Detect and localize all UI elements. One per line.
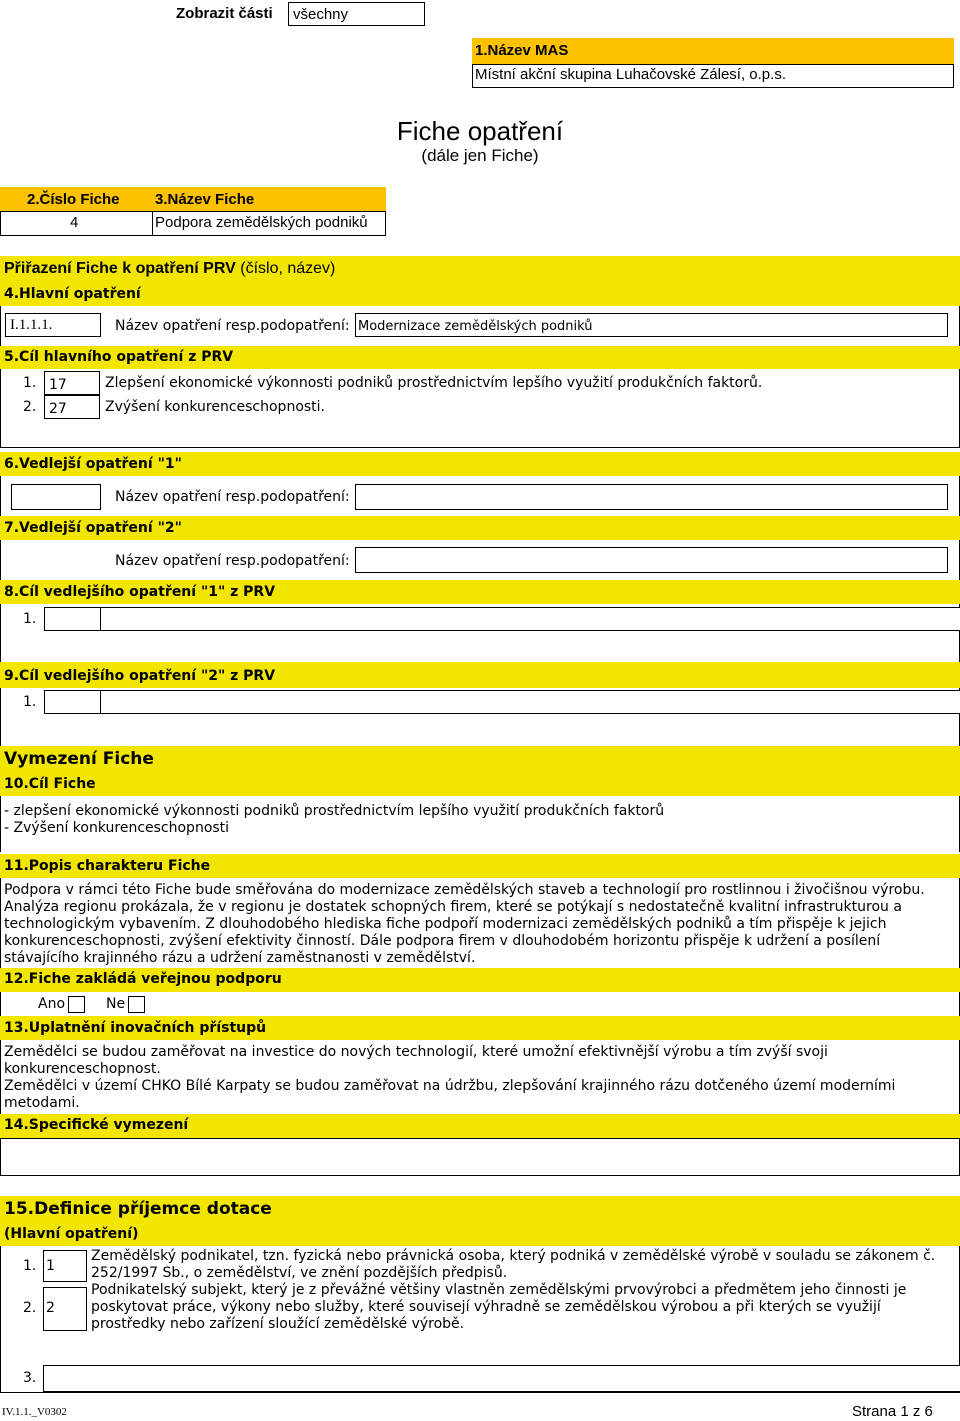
public-support-no-checkbox[interactable] bbox=[128, 996, 145, 1013]
main-measure-name: Modernizace zemědělských podniků bbox=[358, 319, 593, 334]
goal-main-idx-2: 2. bbox=[23, 399, 37, 415]
character-line: stávajícího krajinného rázu a udržení zaměstnanosti v zemědělství. bbox=[4, 950, 476, 966]
fiche-number: 4 bbox=[70, 214, 79, 231]
innovation-line: Zemědělci v území CHKO Bílé Karpaty se budou zaměřovat na údržbu, zlepšování krajinného rázu dotčeného území moderními bbox=[4, 1078, 896, 1094]
goal-main-heading: 5.Cíl hlavního opatření z PRV bbox=[4, 349, 234, 365]
goal-fiche-text bbox=[4, 803, 956, 837]
goal-side2-code-box[interactable] bbox=[44, 690, 101, 714]
side1-measure-label: Název opatření resp.podopatření: bbox=[115, 489, 350, 505]
goal-side1-text-box[interactable] bbox=[100, 607, 960, 631]
recipient-heading: 15.Definice příjemce dotace bbox=[4, 1199, 272, 1219]
fiche-name-label: 3.Název Fiche bbox=[155, 191, 255, 208]
goal-fiche-line: - Zvýšení konkurenceschopnosti bbox=[4, 820, 230, 836]
side1-name-box[interactable] bbox=[355, 484, 948, 510]
goal-main-text-2: Zvýšení konkurenceschopnosti. bbox=[105, 399, 326, 415]
recipient-idx-3: 3. bbox=[23, 1370, 37, 1386]
page-subtitle: (dále jen Fiche) bbox=[421, 146, 539, 165]
innovation-line: konkurenceschopnost. bbox=[4, 1061, 161, 1077]
recipient-code-2: 2 bbox=[46, 1300, 55, 1316]
recipient-line: poskytovat práce, výkony nebo služby, které souvisejí výhradně se zemědělskou výrobou a při kterých se využijí bbox=[91, 1299, 881, 1315]
recipient-line: 252/1997 Sb., o zemědělství, ve znění pozdějších předpisů. bbox=[91, 1265, 508, 1281]
recipient-code-1: 1 bbox=[46, 1258, 55, 1274]
public-support-no-label: Ne bbox=[106, 996, 126, 1012]
mas-heading: 1.Název MAS bbox=[475, 42, 569, 59]
main-measure-name-label: Název opatření resp.podopatření: bbox=[115, 318, 350, 334]
recipient-text-1 bbox=[91, 1248, 956, 1282]
recipient-line: Zemědělský podnikatel, tzn. fyzická nebo právnická osoba, který podniká v zemědělské výrobě v souladu se zákonem č. bbox=[91, 1248, 936, 1264]
main-measure-band bbox=[0, 282, 960, 306]
character-text bbox=[4, 882, 956, 967]
side1-code-box[interactable] bbox=[11, 484, 101, 510]
main-measure-label: 4.Hlavní opatření bbox=[4, 286, 141, 302]
side2-heading: 7.Vedlejší opatření "2" bbox=[4, 520, 182, 536]
specific-heading: 14.Specifické vymezení bbox=[4, 1117, 189, 1133]
specific-text-box[interactable] bbox=[0, 1138, 960, 1176]
prv-heading bbox=[4, 260, 335, 278]
recipient-idx-1: 1. bbox=[23, 1258, 37, 1274]
character-line: Podpora v rámci této Fiche bude směřována do modernizace zemědělských staveb a technologií pro rostlinnou i živočišnou výrobu. bbox=[4, 882, 925, 898]
innovation-line: metodami. bbox=[4, 1095, 80, 1111]
goal-side2-idx: 1. bbox=[23, 694, 37, 710]
prv-heading-bold: Přiřazení Fiche k opatření PRV bbox=[4, 260, 236, 277]
character-line: konkurenceschopnosti, zvýšení efektivity činností. Dále podpora firem v dlouhodobém horizontu přispěje k udržení a posílení bbox=[4, 933, 881, 949]
character-heading: 11.Popis charakteru Fiche bbox=[4, 858, 211, 874]
public-support-yes-checkbox[interactable] bbox=[68, 996, 85, 1013]
goal-main-code-1: 17 bbox=[49, 377, 67, 393]
goal-fiche-heading: 10.Cíl Fiche bbox=[4, 776, 96, 792]
recipient-sub-band bbox=[0, 1223, 960, 1246]
side2-measure-label: Název opatření resp.podopatření: bbox=[115, 553, 350, 569]
character-line: Analýza regionu prokázala, že v regionu je dostatek schopných firem, které se potýkají s nedostatečně kvalitní infrastrukturou a bbox=[4, 899, 902, 915]
filter-label: Zobrazit části bbox=[176, 5, 273, 22]
goal-side1-heading: 8.Cíl vedlejšího opatření "1" z PRV bbox=[4, 584, 276, 600]
recipient-text-box-3[interactable] bbox=[43, 1365, 960, 1392]
footer-code: IV.1.1._V0302 bbox=[2, 1406, 67, 1418]
innovation-heading: 13.Uplatnění inovačních přístupů bbox=[4, 1020, 267, 1036]
goal-side2-heading: 9.Cíl vedlejšího opatření "2" z PRV bbox=[4, 668, 276, 684]
fiche-name: Podpora zemědělských podniků bbox=[155, 214, 368, 231]
goal-fiche-band bbox=[0, 773, 960, 796]
innovation-text bbox=[4, 1044, 956, 1112]
public-support-yes-label: Ano bbox=[38, 996, 66, 1012]
prv-heading-normal: (číslo, název) bbox=[240, 260, 336, 277]
goal-side1-code-box[interactable] bbox=[44, 607, 101, 631]
recipient-line: Podnikatelský subjekt, který je z převážné většiny vlastněn zemědělskými prvovýrobci a předmětem jeho činnosti je bbox=[91, 1282, 907, 1298]
innovation-line: Zemědělci se budou zaměřovat na investice do nových technologií, které umožní efektivnější výrobu a tím zvýší svoji bbox=[4, 1044, 828, 1060]
goal-main-idx-1: 1. bbox=[23, 375, 37, 391]
recipient-line: prostředky nebo zařízení sloužící zemědělské výrobě. bbox=[91, 1316, 465, 1332]
page-title: Fiche opatření bbox=[396, 116, 564, 146]
mas-name: Místní akční skupina Luhačovské Zálesí, o.p.s. bbox=[475, 66, 786, 83]
character-line: technologickým vybavením. Z dlouhodobého hlediska fiche podpoří modernizaci zemědělských podniků a tím přispěje k jejich bbox=[4, 916, 887, 932]
side2-name-box[interactable] bbox=[355, 547, 948, 573]
goal-fiche-line: - zlepšení ekonomické výkonnosti podniků prostřednictvím lepšího využití produkčních faktorů bbox=[4, 803, 665, 819]
filter-select[interactable]: všechny bbox=[288, 2, 425, 26]
recipient-subheading: (Hlavní opatření) bbox=[4, 1226, 139, 1242]
main-measure-code: I.1.1.1. bbox=[10, 317, 53, 333]
goal-side2-text-box[interactable] bbox=[100, 690, 960, 714]
fiche-number-label: 2.Číslo Fiche bbox=[27, 191, 120, 208]
footer-page: Strana 1 z 6 bbox=[852, 1403, 933, 1420]
recipient-text-2 bbox=[91, 1282, 956, 1333]
side1-heading: 6.Vedlejší opatření "1" bbox=[4, 456, 182, 472]
vymezeni-heading: Vymezení Fiche bbox=[4, 749, 154, 769]
goal-main-text-1: Zlepšení ekonomické výkonnosti podniků prostřednictvím lepšího využití produkčních faktorů. bbox=[105, 375, 763, 391]
public-support-heading: 12.Fiche zakládá veřejnou podporu bbox=[4, 971, 282, 987]
goal-side1-idx: 1. bbox=[23, 611, 37, 627]
recipient-idx-2: 2. bbox=[23, 1300, 37, 1316]
goal-main-code-2: 27 bbox=[49, 401, 67, 417]
